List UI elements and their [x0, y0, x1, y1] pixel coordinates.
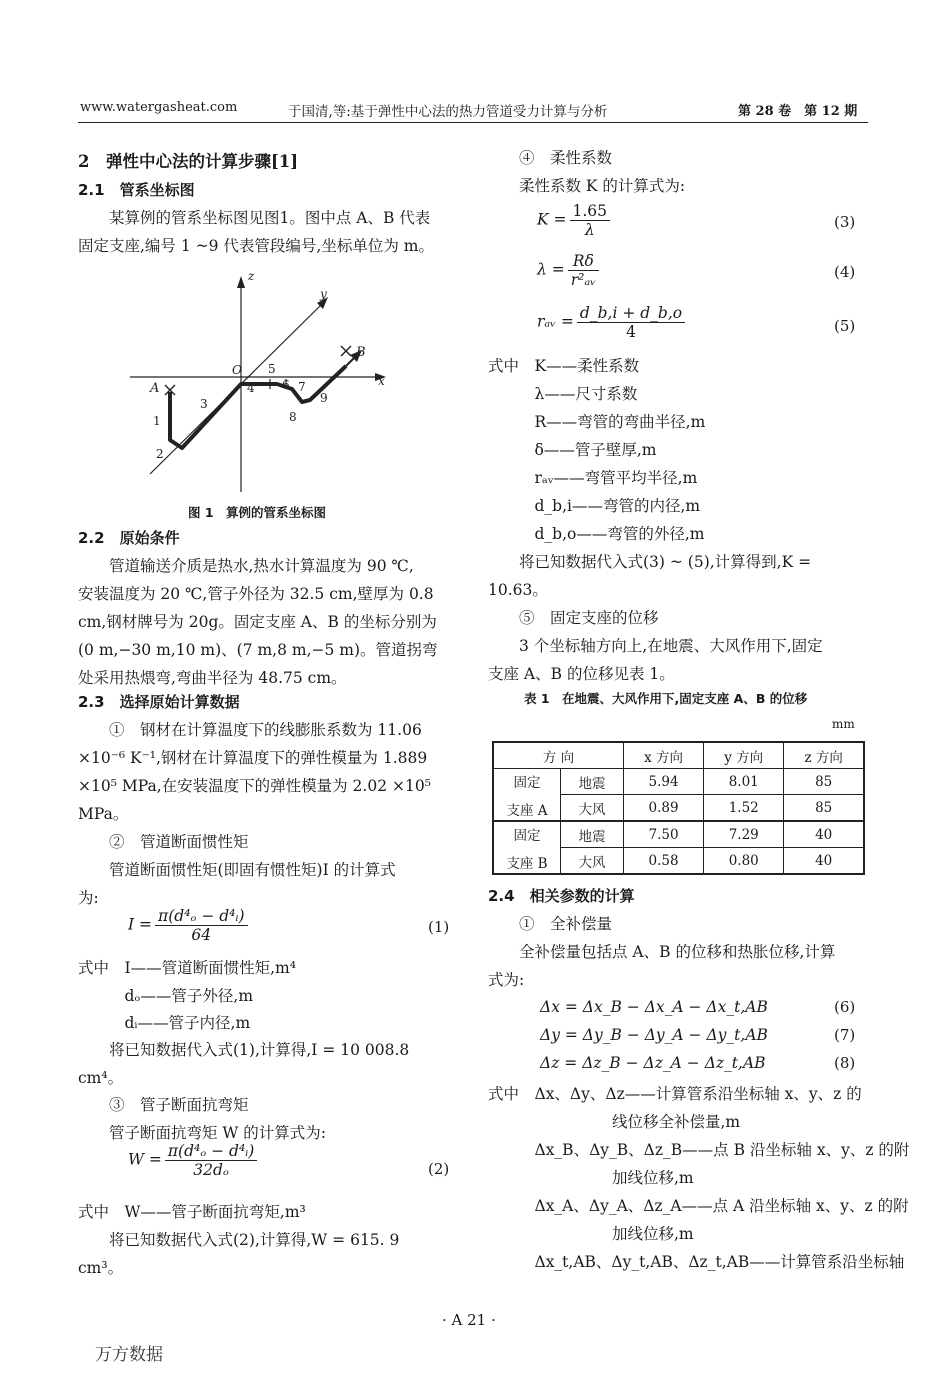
table-cell: 地震: [561, 769, 624, 795]
result-line: cm⁴。: [78, 1069, 124, 1087]
segment-label: 2: [156, 447, 164, 461]
eq-lhs: λ =: [537, 260, 565, 279]
eq-fraction: $\frac{d\_b,i + d\_b,o}{4}$: [577, 304, 685, 341]
table-cell: 85: [784, 769, 864, 795]
support-name: 支座 B: [506, 855, 548, 872]
segment-label: 9: [320, 391, 328, 405]
where-line: rₐᵥ——弯管平均半径,m: [488, 469, 698, 487]
equation-number: (8): [834, 1054, 856, 1072]
table-cell: 85: [784, 795, 864, 822]
eq-lhs: I =: [128, 915, 153, 934]
equation-5: [537, 304, 688, 341]
where-line: 式中 Δx、Δy、Δz——计算管系沿坐标轴 x、y、z 的: [488, 1085, 862, 1103]
support-name: 支座 A: [506, 802, 548, 819]
table-cell: 5.94: [624, 769, 704, 795]
equation-number: (5): [834, 317, 856, 335]
point-b-label: B: [356, 345, 366, 360]
eq-fraction: $\frac{\text{π(d⁴ₒ − d⁴ᵢ)}}{\text{32dₒ}}$: [165, 1142, 257, 1179]
result-line: 将已知数据代入式(3) ~ (5),计算得到,K =: [488, 553, 812, 571]
eq-fraction: $\frac{\text{π(d⁴ₒ − d⁴ᵢ)}}{64}$: [155, 907, 247, 944]
header-rule: [78, 122, 868, 123]
table-cell: 大风: [561, 848, 624, 875]
equation-number: (6): [834, 998, 856, 1016]
where-line: d_b,o——弯管的外径,m: [488, 525, 705, 543]
result-line: 将已知数据代入式(2),计算得,W = 615. 9: [78, 1231, 400, 1249]
section-2-heading: 2 弹性中心法的计算步骤[1]: [78, 152, 299, 171]
table-cell: 40: [784, 848, 864, 875]
paragraph: 柔性系数 K 的计算式为:: [488, 177, 686, 195]
equation-number: (7): [834, 1026, 856, 1044]
x-label: x: [378, 374, 385, 388]
table-header-row: [493, 742, 864, 769]
where-line: λ——尺寸系数: [488, 385, 638, 403]
where-line: 线位移全补偿量,m: [488, 1113, 741, 1131]
equation-number: (3): [834, 213, 856, 231]
paragraph-line: 安装温度为 20 ℃,管子外径为 32.5 cm,壁厚为 0.8: [78, 585, 434, 603]
support-name-cell: [493, 769, 561, 822]
displacement-table: [492, 741, 865, 875]
issue-info: 第 28 卷 第 12 期: [738, 104, 858, 119]
equation-1: [128, 907, 251, 944]
equation-6: Δx = Δx_B − Δx_A − Δx_t,AB: [540, 998, 768, 1016]
result-line: 10.63。: [488, 581, 548, 599]
result-line: 将已知数据代入式(1),计算得,I = 10 008.8: [78, 1041, 410, 1059]
origin-label: O: [232, 363, 242, 377]
table-header-cell: x 方向: [624, 742, 704, 769]
where-line: Δx_A、Δy_A、Δz_A——点 A 沿坐标轴 x、y、z 的附: [488, 1197, 909, 1215]
paragraph: 管道断面惯性矩(即固有惯性矩)I 的计算式: [78, 861, 396, 879]
segment-label: 8: [289, 410, 297, 424]
section-2-3-heading: 2.3 选择原始计算数据: [78, 693, 240, 711]
segment-label: 5: [268, 362, 276, 376]
pipe-coordinate-figure: [120, 262, 400, 502]
section-2-2-heading: 2.2 原始条件: [78, 529, 180, 547]
z-axis-arrow: [237, 276, 245, 288]
eq-lhs: K =: [537, 210, 567, 229]
table-header-cell: z 方向: [784, 742, 864, 769]
where-line: dₒ——管子外径,m: [78, 987, 254, 1005]
item-heading: ② 管道断面惯性矩: [78, 833, 249, 851]
paragraph-line: MPa。: [78, 805, 129, 823]
table-unit: mm: [832, 717, 855, 731]
table-header-cell: 方 向: [493, 742, 624, 769]
result-line: cm³。: [78, 1259, 124, 1277]
table-row: [493, 821, 864, 848]
page-number: · A 21 ·: [442, 1311, 496, 1329]
table-cell: 7.50: [624, 821, 704, 848]
paragraph-line: 管道输送介质是热水,热水计算温度为 90 ℃,: [78, 557, 414, 575]
paragraph: 某算例的管系坐标图见图1。图中点 A、B 代表: [78, 209, 431, 227]
segment-label: 3: [200, 397, 208, 411]
item-heading: ① 全补偿量: [488, 915, 613, 933]
running-title: 于国清,等:基于弹性中心法的热力管道受力计算与分析: [288, 104, 608, 120]
table-cell: 1.52: [704, 795, 784, 822]
table-cell: 大风: [561, 795, 624, 822]
equation-2: [128, 1142, 260, 1179]
where-line: dᵢ——管子内径,m: [78, 1014, 251, 1032]
equation-8: Δz = Δz_B − Δz_A − Δz_t,AB: [540, 1054, 766, 1072]
where-line: Δx_t,AB、Δy_t,AB、Δz_t,AB——计算管系沿坐标轴: [488, 1253, 905, 1271]
paragraph-line: ×10⁻⁶ K⁻¹,钢材在计算温度下的弹性模量为 1.889: [78, 749, 428, 767]
table-cell: 0.58: [624, 848, 704, 875]
paragraph-line: 处采用热煨弯,弯曲半径为 48.75 cm。: [78, 669, 347, 687]
journal-url[interactable]: www.watergasheat.com: [80, 100, 238, 115]
paragraph: 式为:: [488, 971, 525, 989]
item-heading: ④ 柔性系数: [488, 149, 613, 167]
paragraph: 支座 A、B 的位移见表 1。: [488, 665, 675, 683]
equation-4: [537, 252, 602, 289]
pipe-path: [170, 366, 346, 448]
paragraph-line: ×10⁵ MPa,在安装温度下的弹性模量为 2.02 ×10⁵: [78, 777, 431, 795]
where-line: R——弯管的弯曲半径,m: [488, 413, 706, 431]
where-line: 加线位移,m: [488, 1169, 694, 1187]
where-line: δ——管子壁厚,m: [488, 441, 657, 459]
where-line: Δx_B、Δy_B、Δz_B——点 B 沿坐标轴 x、y、z 的附: [488, 1141, 910, 1159]
eq-lhs: rₐᵥ =: [537, 312, 574, 331]
paragraph: 3 个坐标轴方向上,在地震、大风作用下,固定: [488, 637, 823, 655]
eq-fraction: $\frac{R\delta}{\text{r²ₐᵥ}}$: [568, 252, 599, 289]
section-2-4-heading: 2.4 相关参数的计算: [488, 887, 635, 905]
paragraph-line: cm,钢材牌号为 20g。固定支座 A、B 的坐标分别为: [78, 613, 437, 631]
equation-number: (2): [428, 1160, 450, 1178]
paragraph-line: (0 m,−30 m,10 m)、(7 m,8 m,−5 m)。管道拐弯: [78, 641, 438, 659]
where-line: d_b,i——弯管的内径,m: [488, 497, 701, 515]
where-line: 式中 W——管子断面抗弯矩,m³: [78, 1203, 306, 1221]
paragraph-line: ① 钢材在计算温度下的线膨胀系数为 11.06: [78, 721, 422, 739]
point-a-label: A: [150, 381, 160, 396]
equation-number: (1): [428, 918, 450, 936]
watermark: 万方数据: [95, 1345, 163, 1365]
segment-label: 7: [298, 380, 306, 394]
table-header-cell: y 方向: [704, 742, 784, 769]
table-cell: 8.01: [704, 769, 784, 795]
paragraph: 管子断面抗弯矩 W 的计算式为:: [78, 1124, 327, 1142]
table-cell: 7.29: [704, 821, 784, 848]
y-label: y: [320, 287, 327, 301]
eq-lhs: W =: [128, 1150, 162, 1169]
figure-caption: 图 1 算例的管系坐标图: [188, 505, 327, 520]
where-line: 加线位移,m: [488, 1225, 694, 1243]
item-heading: ⑤ 固定支座的位移: [488, 609, 659, 627]
equation-3: [537, 202, 613, 239]
table-cell: 0.80: [704, 848, 784, 875]
table-row: [493, 769, 864, 795]
section-2-1-heading: 2.1 管系坐标图: [78, 181, 195, 199]
table-caption: 表 1 在地震、大风作用下,固定支座 A、B 的位移: [524, 691, 808, 706]
support-name: 固定: [513, 774, 541, 791]
item-heading: ③ 管子断面抗弯矩: [78, 1096, 249, 1114]
z-label: z: [248, 269, 255, 283]
where-line: 式中 K——柔性系数: [488, 357, 640, 375]
equation-7: Δy = Δy_B − Δy_A − Δy_t,AB: [540, 1026, 768, 1044]
paragraph: 全补偿量包括点 A、B 的位移和热胀位移,计算: [488, 943, 836, 961]
support-name: 固定: [513, 827, 541, 844]
segment-label: 6: [282, 378, 290, 392]
segment-label: 4: [247, 381, 255, 395]
where-line: 式中 I——管道断面惯性矩,m⁴: [78, 959, 296, 977]
eq-fraction: $\frac{1.65}{\lambda}$: [570, 202, 611, 239]
table-cell: 0.89: [624, 795, 704, 822]
segment-label: 1: [153, 414, 161, 428]
table-cell: 40: [784, 821, 864, 848]
support-name-cell: [493, 821, 561, 874]
paragraph: 为:: [78, 889, 99, 907]
paragraph: 固定支座,编号 1 ~9 代表管段编号,坐标单位为 m。: [78, 237, 434, 255]
equation-number: (4): [834, 263, 856, 281]
table-cell: 地震: [561, 821, 624, 848]
